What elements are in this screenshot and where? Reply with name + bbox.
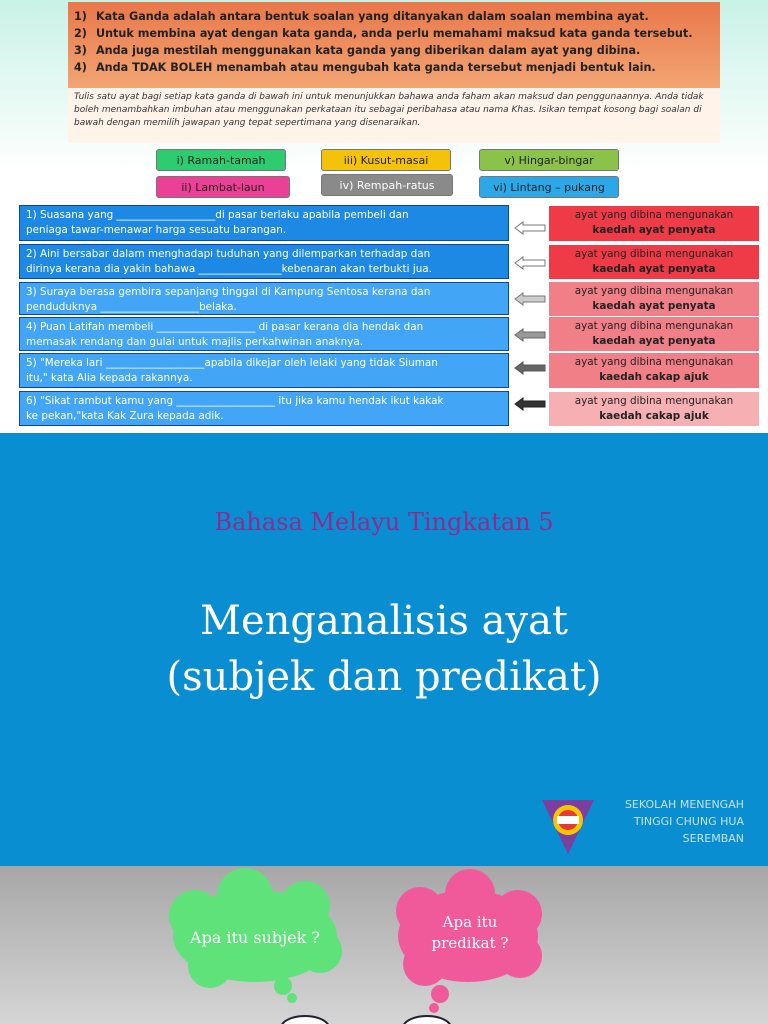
option-ramah-tamah[interactable]: i) Ramah-tamah [156,149,286,171]
title-slide [0,433,768,866]
arrow-left-icon [514,397,546,411]
option-kusut-masai[interactable]: iii) Kusut-masai [321,149,451,171]
bubble-predikat: Apa itu predikat ? [431,913,509,952]
question-row: 1) Suasana yang ___________________di pasar berlaku apabila pembeli dan peniaga tawar-menawar harga sesuatu barangan. [19,205,509,241]
question-row: 6) "Sikat rambut kamu yang ___________________ itu jika kamu hendak ikut kakak ke pekan,"kata Kak Zura kepada adik. [19,391,509,426]
question-row: 5) "Mereka lari ___________________apabila dikejar oleh lelaki yang tidak Siuman itu," kata Alia kepada rakannya. [19,353,509,388]
question-row: 4) Puan Latifah membeli ___________________ di pasar kerana dia hendak dan memasak rendang dan gulai untuk majlis perkahwinan anaknya. [19,317,509,351]
question-slide [0,866,768,1024]
slide-subtitle: Bahasa Melayu Tingkatan 5 [214,508,554,536]
rules-box [68,2,720,88]
rule-item: 1) Kata Ganda adalah antara bentuk soalan yang ditanyakan dalam soalan membina ayat. [74,10,649,23]
arrow-left-icon [514,292,546,306]
answer-box: ayat yang dibina mengunakan kaedah ayat penyata [549,206,759,241]
answer-box: ayat yang dibina mengunakan kaedah ayat penyata [549,245,759,279]
answer-box: ayat yang dibina mengunakan kaedah cakap ajuk [549,392,759,426]
answer-box: ayat yang dibina mengunakan kaedah ayat penyata [549,317,759,351]
arrow-left-icon [514,256,546,270]
arrow-left-icon [514,361,546,375]
rule-item: 2) Untuk membina ayat dengan kata ganda, anda perlu memahami maksud kata ganda tersebut. [74,27,693,40]
option-hingar-bingar[interactable]: v) Hingar-bingar [479,149,619,171]
worksheet-slide [0,0,768,433]
option-rempah-ratus[interactable]: iv) Rempah-ratus [321,174,453,196]
instruction-text: Tulis satu ayat bagi setiap kata ganda di bawah ini untuk menunjukkan bahawa anda faham akan maksud dan penggunaannya. Anda tidak boleh menambahkan imbuhan atau menggunakan perkataan itu sebagai peribahasa atau nama Khas. Isikan tempat kosong bagi soalan di bawah dengan memilih jawapan yang tepat sepertimana yang disenaraikan. [68,89,720,143]
bubble-subjek: Apa itu subjek ? [190,928,320,947]
rule-item: 3) Anda juga mestilah menggunakan kata ganda yang diberikan dalam ayat yang dibina. [74,44,641,57]
school-logo-icon [540,798,596,856]
question-row: 2) Aini bersabar dalam menghadapi tuduhan yang dilemparkan terhadap dan dirinya kerana dia yakin bahawa ________________kebenaran akan terbukti jua. [19,244,509,279]
arrow-left-icon [514,328,546,342]
school-name: SEKOLAH MENENGAH TINGGI CHUNG HUA SEREMBAN [624,798,744,845]
option-lambat-laun[interactable]: ii) Lambat-laun [156,176,290,198]
question-row: 3) Suraya berasa gembira sepanjang tinggal di Kampung Sentosa kerana dan penduduknya ___________________belaka. [19,282,509,315]
option-lintang-pukang[interactable]: vi) Lintang – pukang [479,176,619,198]
slide-title: Menganalisis ayat (subjek dan predikat) [166,598,602,700]
arrow-left-icon [514,221,546,235]
answer-box: ayat yang dibina mengunakan kaedah cakap ajuk [549,353,759,388]
speech-bubbles-icon [0,866,768,1024]
answer-box: ayat yang dibina mengunakan kaedah ayat penyata [549,282,759,316]
rule-item: 4) Anda TDAK BOLEH menambah atau mengubah kata ganda tersebut menjadi bentuk lain. [74,61,656,74]
